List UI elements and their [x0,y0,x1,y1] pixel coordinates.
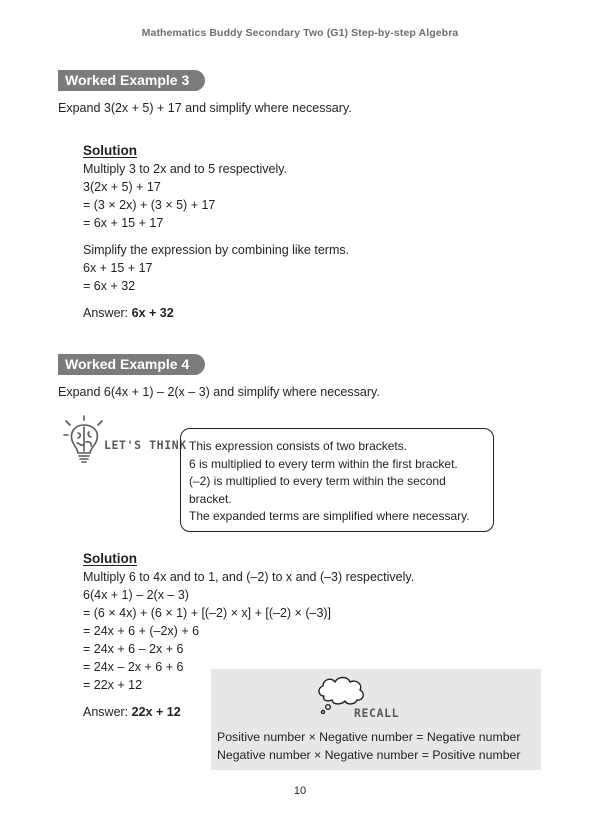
example-3-step-3: = (3 × 2x) + (3 × 5) + 17 [83,198,216,212]
lets-think-label: LET'S THINK [104,438,187,452]
recall-line-1: Positive number × Negative number = Negative number [217,730,521,744]
example-3-step-1: Multiply 3 to 2x and to 5 respectively. [83,162,288,176]
example-4-step-2: 6(4x + 1) – 2(x – 3) [83,588,189,602]
recall-label: RECALL [354,706,400,720]
example-4-step-3: = (6 × 4x) + (6 × 1) + [(–2) × x] + [(–2) × (–3)] [83,606,332,620]
page-number: 10 [293,785,307,797]
answer-value: 22x + 12 [131,705,181,719]
answer-label: Answer: [83,705,129,719]
answer-value: 6x + 32 [131,306,174,320]
example-3-step-5: Simplify the expression by combining like terms. [83,243,350,257]
worked-example-4-tab: Worked Example 4 [58,354,205,375]
worked-example-3-tab: Worked Example 3 [58,70,205,91]
running-header: Mathematics Buddy Secondary Two (G1) Step-by-step Algebra [141,27,459,39]
example-3-step-4: = 6x + 15 + 17 [83,216,164,230]
example-3-answer [83,305,174,321]
example-3-step-7: = 6x + 32 [83,279,136,293]
lets-think-box [180,428,494,532]
think-line-1: This expression consists of two brackets. [189,439,408,453]
answer-label: Answer: [83,306,129,320]
think-line-3: (–2) is multiplied to every term within the second [189,474,446,488]
example-4-step-7: = 22x + 12 [83,678,143,692]
example-4-step-1: Multiply 6 to 4x and to 1, and (–2) to x and (–3) respectively. [83,570,415,584]
example-3-question: Expand 3(2x + 5) + 17 and simplify where necessary. [58,101,352,115]
example-4-solution-heading: Solution [83,551,137,566]
recall-line-2: Negative number × Negative number = Positive number [217,748,521,762]
example-4-question: Expand 6(4x + 1) – 2(x – 3) and simplify where necessary. [58,385,380,399]
example-3-step-6: 6x + 15 + 17 [83,261,153,275]
example-4-step-5: = 24x + 6 – 2x + 6 [83,642,184,656]
example-3-step-2: 3(2x + 5) + 17 [83,180,161,194]
example-3-solution-heading: Solution [83,143,137,158]
example-4-step-6: = 24x – 2x + 6 + 6 [83,660,184,674]
think-line-4: bracket. [189,491,232,506]
recall-box [211,669,541,770]
example-4-answer [83,704,181,720]
think-line-5: The expanded terms are simplified where necessary. [189,509,470,523]
example-4-step-4: = 24x + 6 + (–2x) + 6 [83,624,200,638]
think-line-2: 6 is multiplied to every term within the first bracket. [189,456,458,471]
